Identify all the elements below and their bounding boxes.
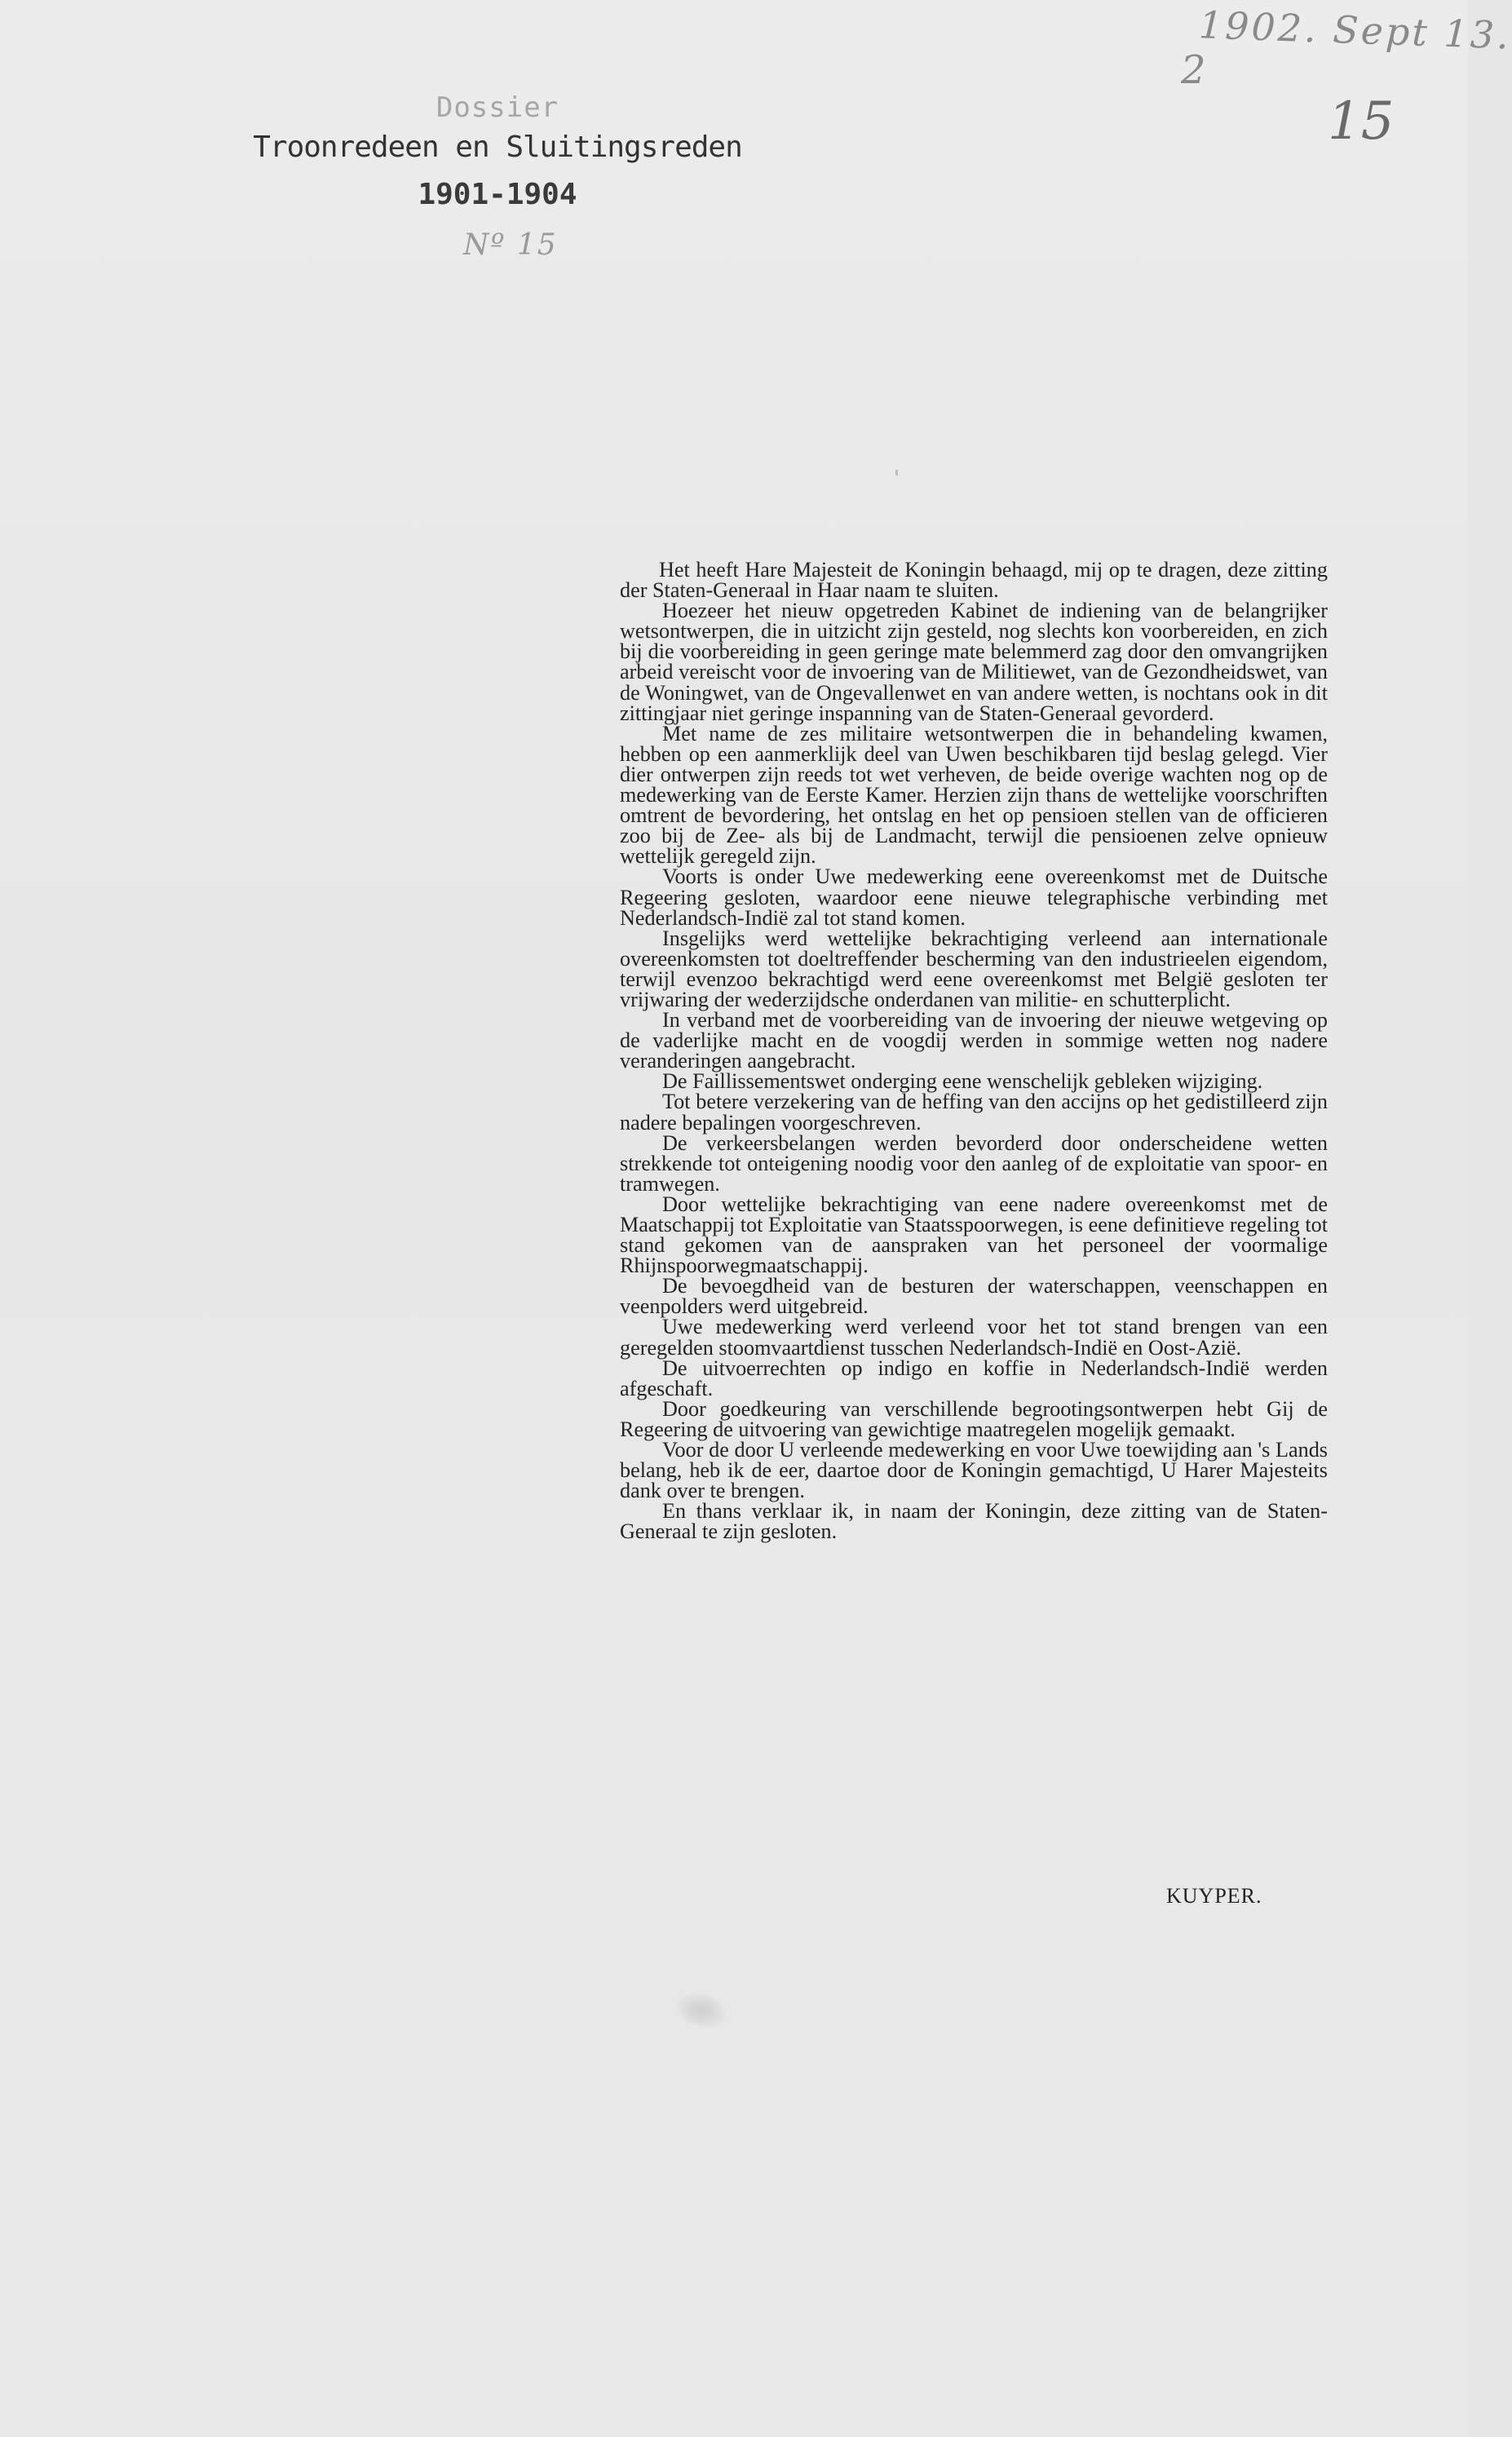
speech-paragraph: Voorts is onder Uwe medewerking eene overeenkomst met de Duitsche Regeering gesloten, waardoor eene nieuwe telegraphische verbinding met Nederlandsch-Indië zal tot stand komen. — [620, 865, 1328, 930]
speech-paragraph: Door wettelijke bekrachtiging van eene nadere overeenkomst met de Maatschappij tot Exploitatie van Staatsspoorwegen, is eene definitieve regeling tot stand gekomen van de aanspraken van het personeel der voormalige Rhijnspoorwegmaatschappij. — [620, 1192, 1328, 1278]
speech-paragraph: Uwe medewerking werd verleend voor het tot stand brengen van een geregelden stoomvaartdienst tusschen Nederlandsch-Indië en Oost-Azië. — [620, 1315, 1328, 1360]
dossier-stamp — [245, 91, 750, 222]
speech-paragraph: Door goedkeuring van verschillende begrootingsontwerpen hebt Gij de Regeering de uitvoering van gewichtige maatregelen mogelijk gemaakt. — [620, 1396, 1328, 1441]
speech-paragraph: In verband met de voorbereiding van de invoering der nieuwe wetgeving op de vaderlijke macht en de voogdij werden in sommige wetten nog nadere veranderingen aangebracht. — [620, 1008, 1328, 1073]
speech-paragraph: Hoezeer het nieuw opgetreden Kabinet de indiening van de belangrijker wetsontwerpen, die in uitzicht zijn gesteld, nog slechts kon voorbereiden, en zich bij die voorbereiding in geen geringe mate belemmerd zag door den omvangrijken arbeid vereischt voor de invoering van de Militiewet, van de Gezondheidswet, van de Woningwet, van de Ongevallenwet en van andere wetten, is nochtans ook in dit zittingjaar niet geringe inspanning van de Staten-Generaal gevorderd. — [620, 599, 1328, 725]
speech-paragraph: En thans verklaar ik, in naam der Koningin, deze zitting van de Staten-Generaal te zijn gesloten. — [620, 1499, 1328, 1544]
speech-paragraph: Insgelijks werd wettelijke bekrachtiging verleend aan internationale overeenkomsten tot doeltreffender bescherming van den industrieelen eigendom, terwijl evenzoo bekrachtigd werd eene overeenkomst met België gesloten ter vrijwaring der wederzijdsche onderdanen van militie- en schutterplicht. — [620, 926, 1328, 1011]
speech-paragraph: Voor de door U verleende medewerking en voor Uwe toewijding aan 's Lands belang, heb ik de eer, daartoe door de Koningin gemachtigd, U Harer Majesteits dank over te brengen. — [620, 1438, 1328, 1503]
dossier-years: 1901-1904 — [418, 178, 577, 211]
closing-speech — [620, 559, 1328, 1542]
handwritten-date: 1902. Sept 13. — [1198, 2, 1512, 58]
speech-paragraph: De bevoegdheid van de besturen der waterschappen, veenschappen en veenpolders werd uitgebreid. — [620, 1274, 1328, 1319]
speech-paragraph: Met name de zes militaire wetsontwerpen die in behandeling kwamen, hebben op een aanmerklijk deel van Uwen beschikbaren tijd beslag gelegd. Vier dier ontwerpen zijn reeds tot wet verheven, de beide overige wachten nog op de medewerking van de Eerste Kamer. Herzien zijn thans de wettelijke voorschriften omtrent de bevordering, het ontslag en het op pensioen stellen van de officieren zoo bij de Zee- als bij de Landmacht, terwijl die pensioenen zelve opnieuw wettelijk geregeld zijn. — [620, 721, 1328, 869]
handwritten-dossier-number: Nº 15 — [463, 228, 558, 262]
handwritten-folio-number: 15 — [1328, 91, 1395, 152]
speech-paragraph: De uitvoerrechten op indigo en koffie in Nederlandsch-Indië werden afgeschaft. — [620, 1356, 1328, 1400]
speech-paragraph: Tot betere verzekering van de heffing van den accijns op het gedistilleerd zijn nadere bepalingen voorgeschreven. — [620, 1090, 1328, 1134]
paper-mark — [895, 470, 898, 475]
speech-paragraph: De verkeersbelangen werden bevorderd door onderscheidene wetten strekkende tot onteigening noodig voor den aanleg of de exploitatie van spoor- en tramwegen. — [620, 1130, 1328, 1196]
handwritten-sheet-number: 2 — [1181, 47, 1206, 93]
dossier-label: Dossier — [435, 91, 559, 124]
speech-paragraph: Het heeft Hare Majesteit de Koningin behaagd, mij op te dragen, deze zitting der Staten-Generaal in Haar naam te sluiten. — [620, 558, 1328, 603]
paper-smudge — [672, 1988, 731, 2033]
signature: KUYPER. — [1166, 1884, 1262, 1908]
dossier-title: Troonredeen en Sluitingsreden — [253, 130, 742, 164]
speech-paragraph: De Faillissementswet onderging eene wenschelijk gebleken wijziging. — [662, 1069, 1263, 1094]
